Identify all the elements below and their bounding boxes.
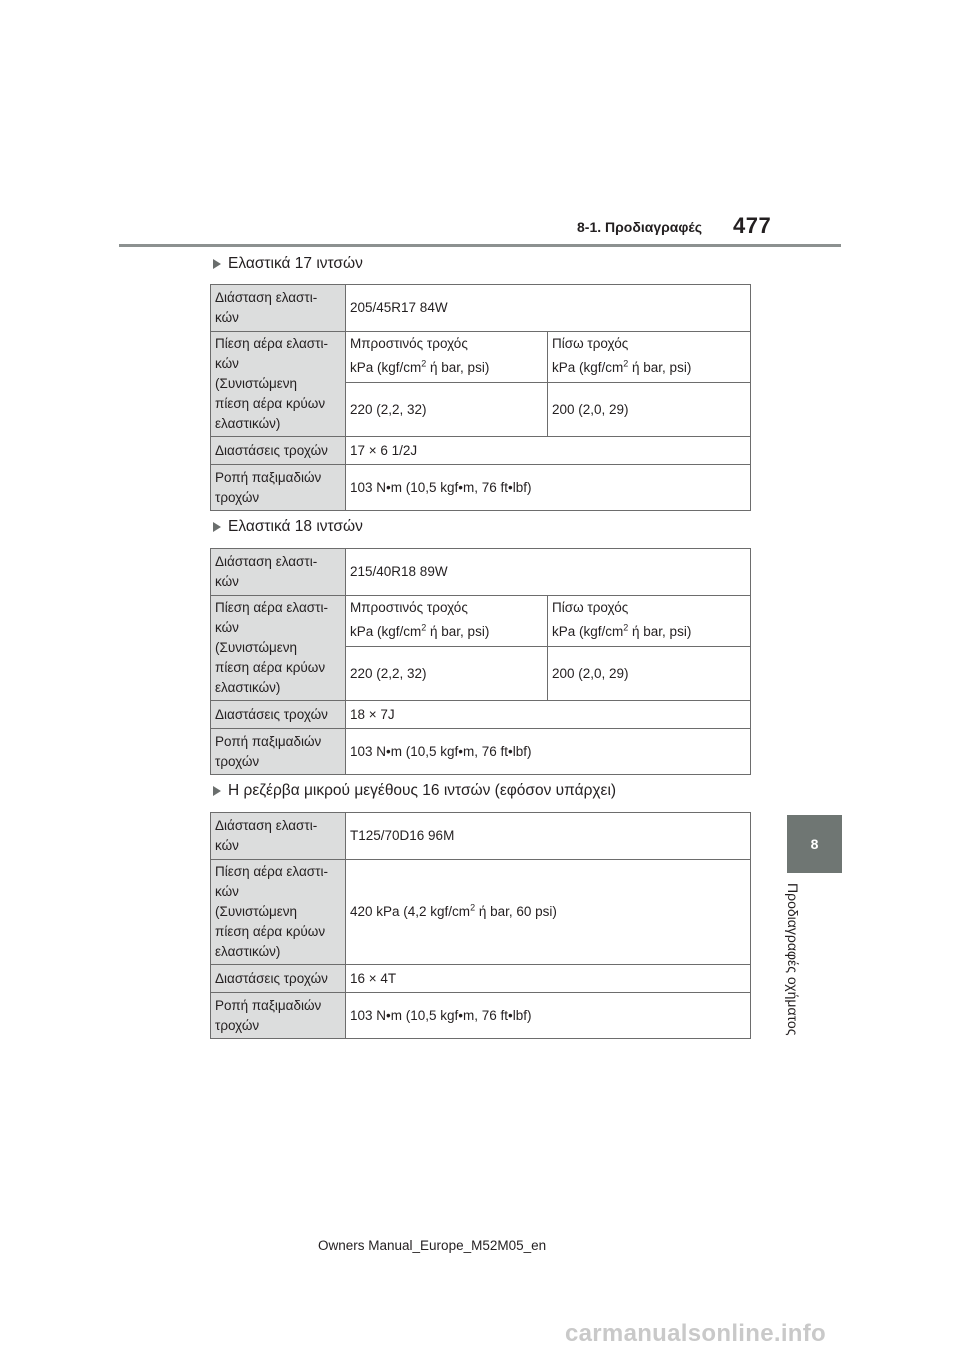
rear-pressure-value: 200 (2,0, 29)	[548, 647, 751, 701]
section-heading-text: Ελαστικά 18 ιντσών	[228, 518, 363, 535]
table-row	[211, 465, 751, 511]
pressure-label: Πίεση αέρα ελαστι- κών (Συνιστώμενη πίεση αέρα κρύων ελαστικών)	[211, 596, 346, 701]
wheel-size-label: Διαστάσεις τροχών	[211, 965, 346, 993]
torque-label: Ροπή παξιμαδιών τροχών	[211, 729, 346, 775]
torque-label: Ροπή παξιμαδιών τροχών	[211, 993, 346, 1039]
section-heading-text: Ελαστικά 17 ιντσών	[228, 255, 363, 272]
torque-value: 103 N•m (10,5 kgf•m, 76 ft•lbf)	[346, 465, 751, 511]
front-wheel-header: Μπροστινός τροχός kPa ($kgf/cm^2$ ή bar, psi)	[346, 596, 548, 647]
table-row	[211, 701, 751, 729]
front-pressure-value: 220 (2,2, 32)	[346, 647, 548, 701]
spec-table-18	[210, 548, 751, 775]
table-row	[211, 993, 751, 1039]
tire-size-label: Διάσταση ελαστι- κών	[211, 549, 346, 596]
tire-size-value: 205/45R17 84W	[346, 285, 751, 332]
tire-size-value: 215/40R18 89W	[346, 549, 751, 596]
torque-value: 103 N•m (10,5 kgf•m, 76 ft•lbf)	[346, 729, 751, 775]
pressure-value: 420 kPa (4,2 kgf/$cm^2$ ή bar, 60 psi)	[346, 860, 751, 965]
table-row	[211, 729, 751, 775]
spec-table-17	[210, 284, 751, 511]
chapter-tab	[787, 815, 842, 873]
front-wheel-header: Μπροστινός τροχός kPa ($kgf/cm^2$ ή bar, psi)	[346, 332, 548, 383]
tire-size-label: Διάσταση ελαστι- κών	[211, 285, 346, 332]
section-heading-spare	[213, 782, 616, 800]
manual-name: Owners Manual_Europe_M52M05_en	[318, 1238, 547, 1253]
section-heading-text: Η ρεζέρβα μικρού μεγέθους 16 ιντσών (εφόσον υπάρχει)	[228, 782, 617, 799]
pressure-label: Πίεση αέρα ελαστι- κών (Συνιστώμενη πίεση αέρα κρύων ελαστικών)	[211, 860, 346, 965]
wheel-size-value: 17 × 6 1/2J	[346, 437, 751, 465]
wheel-size-label: Διαστάσεις τροχών	[211, 701, 346, 729]
rear-wheel-header: Πίσω τροχός kPa ($kgf/cm^2$ ή bar, psi)	[548, 332, 751, 383]
rear-wheel-header: Πίσω τροχός kPa ($kgf/cm^2$ ή bar, psi)	[548, 596, 751, 647]
table-row	[211, 965, 751, 993]
section-title: 8-1. Προδιαγραφές	[577, 219, 702, 235]
table-row	[211, 285, 751, 332]
torque-label: Ροπή παξιμαδιών τροχών	[211, 465, 346, 511]
tire-size-label: Διάσταση ελαστι- κών	[211, 813, 346, 860]
wheel-size-value: 16 × 4T	[346, 965, 751, 993]
torque-value: 103 N•m (10,5 kgf•m, 76 ft•lbf)	[346, 993, 751, 1039]
wheel-size-label: Διαστάσεις τροχών	[211, 437, 346, 465]
chapter-number: 8	[810, 836, 819, 852]
watermark: carmanualsonline.info	[565, 1320, 827, 1347]
section-heading-17	[213, 255, 363, 273]
tire-size-value: T125/70D16 96M	[346, 813, 751, 860]
triangle-bullet-icon	[213, 522, 221, 532]
table-row	[211, 596, 751, 647]
table-row	[211, 549, 751, 596]
triangle-bullet-icon	[213, 786, 221, 796]
section-heading-18	[213, 518, 363, 536]
front-pressure-value: 220 (2,2, 32)	[346, 383, 548, 437]
rear-pressure-value: 200 (2,0, 29)	[548, 383, 751, 437]
triangle-bullet-icon	[213, 259, 221, 269]
table-row	[211, 813, 751, 860]
table-row	[211, 332, 751, 383]
pressure-label: Πίεση αέρα ελαστι- κών (Συνιστώμενη πίεση αέρα κρύων ελαστικών)	[211, 332, 346, 437]
header-rule	[119, 244, 841, 247]
table-row	[211, 437, 751, 465]
table-row	[211, 860, 751, 965]
page-number: 477	[733, 213, 772, 238]
chapter-title: Προδιαγραφές οχήματος	[785, 883, 801, 1036]
wheel-size-value: 18 × 7J	[346, 701, 751, 729]
spec-table-spare	[210, 812, 751, 1039]
